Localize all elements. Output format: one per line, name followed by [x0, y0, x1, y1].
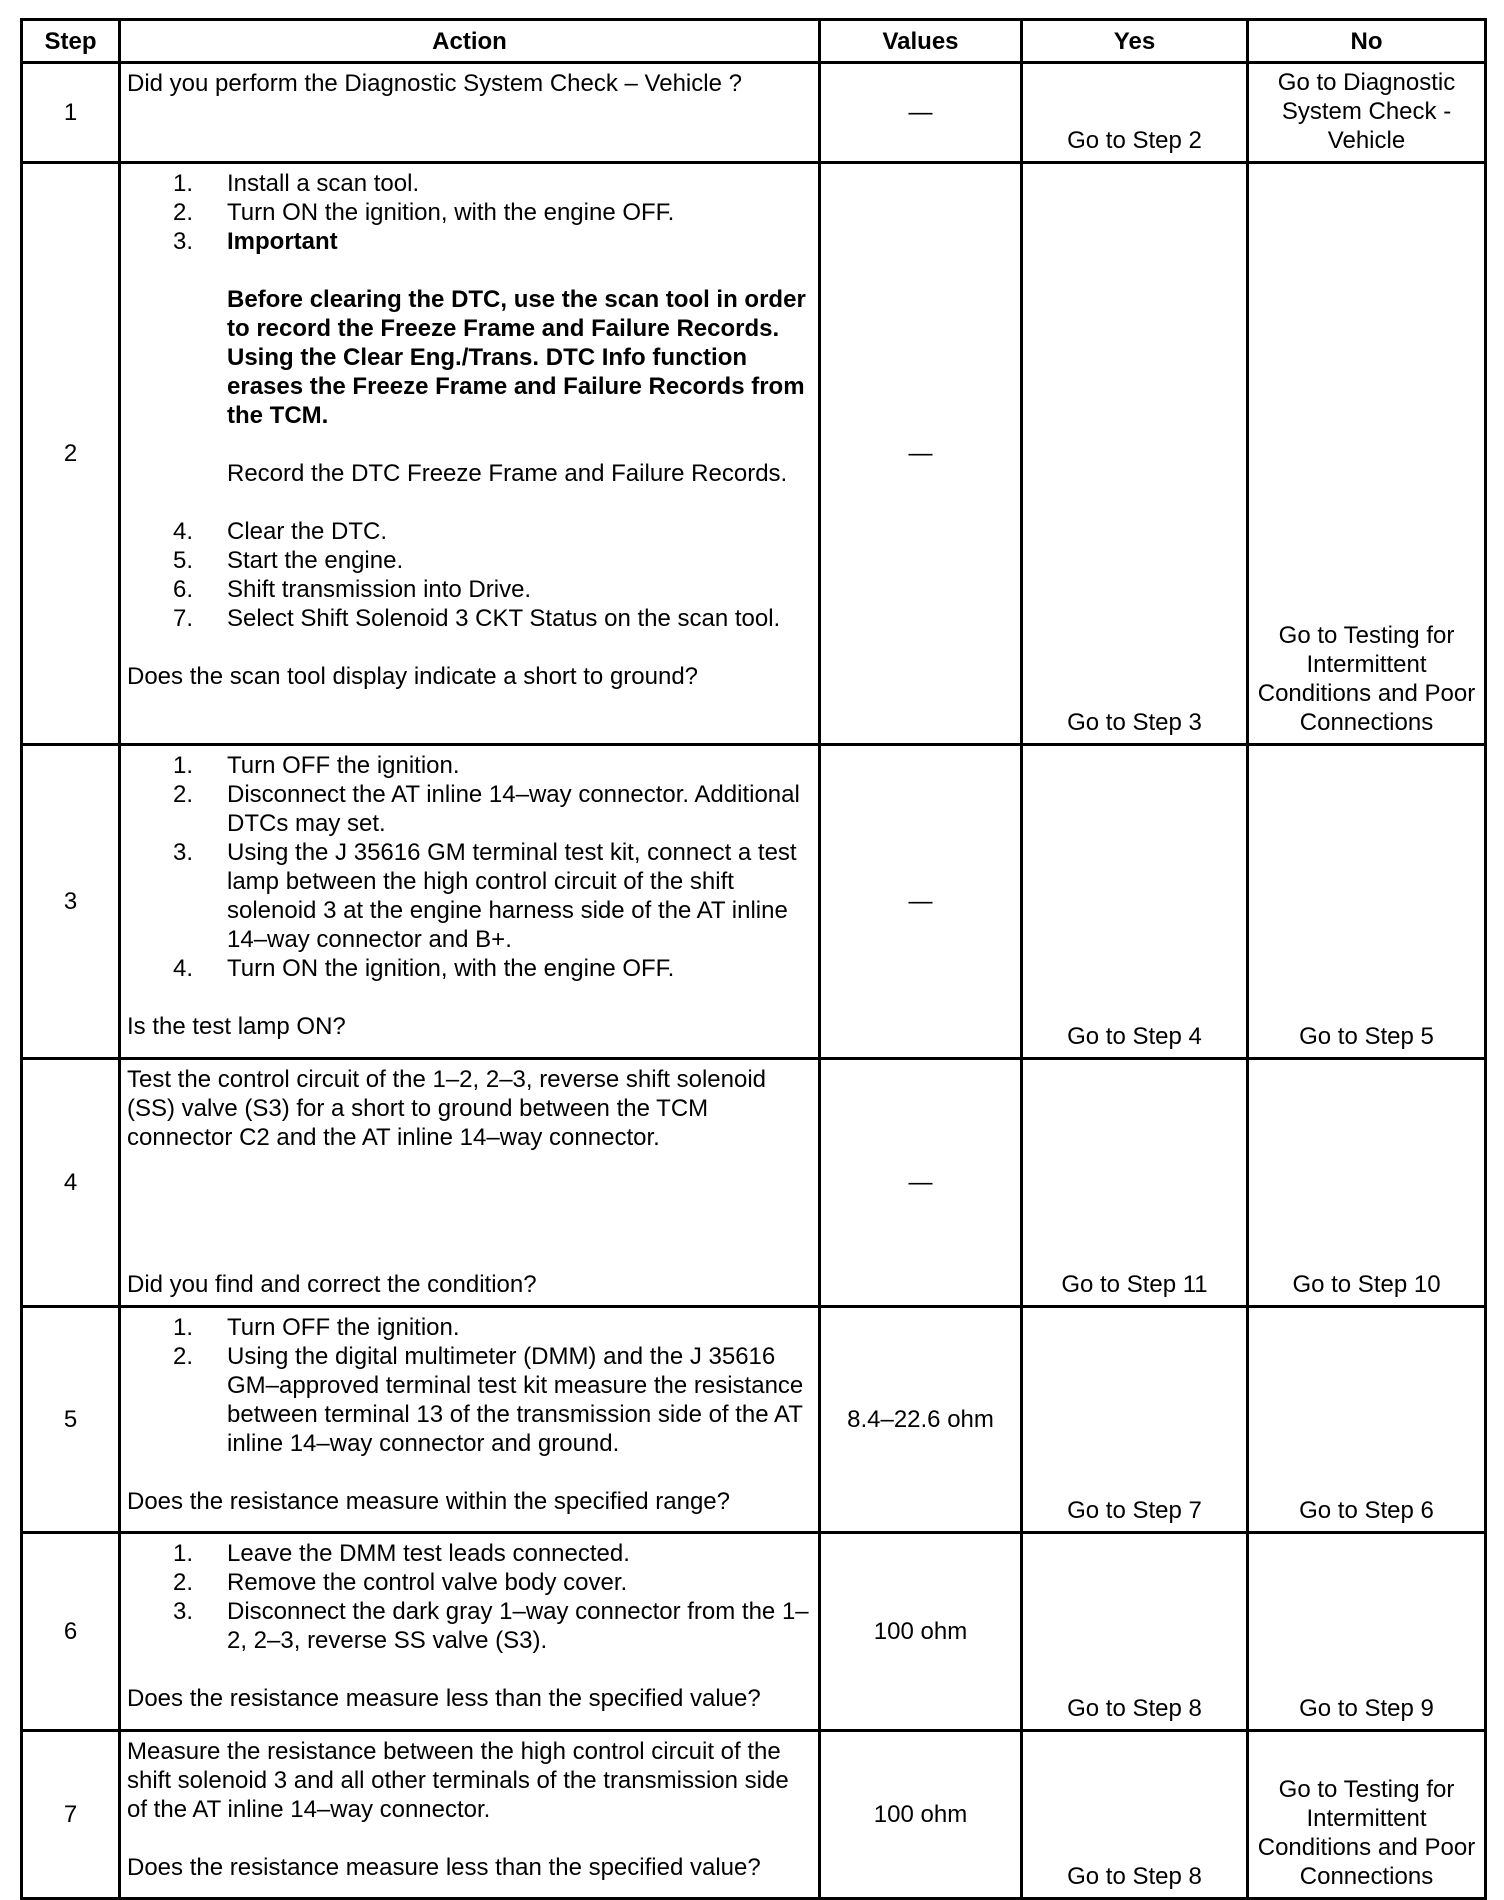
table-row-step-6	[22, 1533, 1486, 1731]
table-row-step-4	[22, 1059, 1486, 1307]
list-item: 1. Turn OFF the ignition.	[172, 752, 460, 779]
action-cell	[120, 63, 820, 163]
list-item: 1. Turn OFF the ignition.	[172, 1314, 460, 1341]
step-number: 6	[22, 1533, 120, 1731]
table-row-step-1	[22, 63, 1486, 163]
no-cell: Go to Step 6	[1248, 1307, 1486, 1533]
action-text: Measure the resistance between the high control circuit of the shift solenoid 3 and all other terminals of the transmission side of the AT inline 14–way connector.	[127, 1738, 789, 1823]
step-number: 2	[22, 163, 120, 745]
action-steps	[127, 751, 810, 983]
step-number: 5	[22, 1307, 120, 1533]
list-item: 1. Leave the DMM test leads connected.	[172, 1540, 630, 1567]
value-cell: 100 ohm	[820, 1731, 1022, 1899]
action-question: Did you find and correct the condition?	[127, 1271, 537, 1298]
no-cell: Go to Testing for Intermittent Conditions and Poor Connections	[1248, 1731, 1486, 1899]
list-item: 4. Turn ON the ignition, with the engine OFF.	[172, 955, 675, 982]
action-question: Does the scan tool display indicate a short to ground?	[127, 663, 699, 690]
list-item: 3. Using the J 35616 GM terminal test kit, connect a test lamp between the high control circuit of the shift solenoid 3 at the engine harness side of the AT inline 14–way connector and B+.	[172, 839, 797, 953]
action-text: Test the control circuit of the 1–2, 2–3, reverse shift solenoid (SS) valve (S3) for a short to ground between the TCM connector C2 and the AT inline 14–way connector.	[127, 1066, 767, 1151]
action-question: Is the test lamp ON?	[127, 1013, 346, 1040]
header-row	[22, 20, 1486, 63]
action-question: Does the resistance measure less than the specified value?	[127, 1854, 761, 1881]
action-steps	[127, 517, 810, 633]
action-cell	[120, 163, 820, 745]
header-step: Step	[22, 20, 120, 63]
yes-cell: Go to Step 8	[1022, 1731, 1248, 1899]
list-item: 6. Shift transmission into Drive.	[172, 576, 532, 603]
no-cell: Go to Step 9	[1248, 1533, 1486, 1731]
no-cell: Go to Step 10	[1248, 1059, 1486, 1307]
value-cell: —	[820, 163, 1022, 745]
step-number: 3	[22, 745, 120, 1059]
yes-cell: Go to Step 8	[1022, 1533, 1248, 1731]
list-item: 3. Important	[127, 227, 810, 256]
list-item: 2. Using the digital multimeter (DMM) and the J 35616 GM–approved terminal test kit measure the resistance between terminal 13 of the transmission side of the AT inline 14–way connector and ground.	[172, 1343, 804, 1457]
action-cell	[120, 745, 820, 1059]
diagnostic-table	[20, 18, 1487, 1900]
record-text: Record the DTC Freeze Frame and Failure Records.	[227, 460, 788, 487]
yes-cell: Go to Step 2	[1022, 63, 1248, 163]
header-yes: Yes	[1022, 20, 1248, 63]
step-number: 1	[22, 63, 120, 163]
header-action: Action	[120, 20, 820, 63]
list-item: 7. Select Shift Solenoid 3 CKT Status on the scan tool.	[172, 605, 781, 632]
list-item: 3. Disconnect the dark gray 1–way connector from the 1–2, 2–3, reverse SS valve (S3).	[172, 1598, 809, 1654]
action-steps	[127, 1313, 810, 1458]
value-cell: 8.4–22.6 ohm	[820, 1307, 1022, 1533]
action-cell	[120, 1059, 820, 1307]
no-cell: Go to Diagnostic System Check - Vehicle	[1248, 63, 1486, 163]
table-row-step-2	[22, 163, 1486, 745]
no-cell: Go to Testing for Intermittent Conditions and Poor Connections	[1248, 163, 1486, 745]
list-item: 4. Clear the DTC.	[172, 518, 388, 545]
action-steps	[127, 1539, 810, 1655]
list-item: 2. Turn ON the ignition, with the engine OFF.	[172, 199, 675, 226]
action-cell	[120, 1533, 820, 1731]
action-steps	[127, 169, 810, 256]
table-row-step-5	[22, 1307, 1486, 1533]
yes-cell: Go to Step 3	[1022, 163, 1248, 745]
value-cell: —	[820, 63, 1022, 163]
action-question: Does the resistance measure within the specified range?	[127, 1488, 730, 1515]
important-label: Important	[227, 228, 338, 255]
value-cell: 100 ohm	[820, 1533, 1022, 1731]
table-row-step-3	[22, 745, 1486, 1059]
yes-cell: Go to Step 7	[1022, 1307, 1248, 1533]
action-cell	[120, 1307, 820, 1533]
yes-cell: Go to Step 4	[1022, 745, 1248, 1059]
action-text: Did you perform the Diagnostic System Check – Vehicle ?	[127, 70, 742, 97]
yes-cell: Go to Step 11	[1022, 1059, 1248, 1307]
important-note: Before clearing the DTC, use the scan tool in order to record the Freeze Frame and Failure Records. Using the Clear Eng./Trans. DTC Info function erases the Freeze Frame and Failure Records from the TCM.	[227, 286, 806, 429]
value-cell: —	[820, 745, 1022, 1059]
list-item: 2. Disconnect the AT inline 14–way connector. Additional DTCs may set.	[172, 781, 800, 837]
value-cell: —	[820, 1059, 1022, 1307]
step-number: 4	[22, 1059, 120, 1307]
step-number: 7	[22, 1731, 120, 1899]
no-cell: Go to Step 5	[1248, 745, 1486, 1059]
action-question: Does the resistance measure less than the specified value?	[127, 1685, 761, 1712]
list-item: 5. Start the engine.	[172, 547, 404, 574]
list-item: 1. Install a scan tool.	[172, 170, 420, 197]
header-no: No	[1248, 20, 1486, 63]
list-item: 2. Remove the control valve body cover.	[172, 1569, 628, 1596]
table-row-step-7	[22, 1731, 1486, 1899]
action-cell	[120, 1731, 820, 1899]
header-values: Values	[820, 20, 1022, 63]
